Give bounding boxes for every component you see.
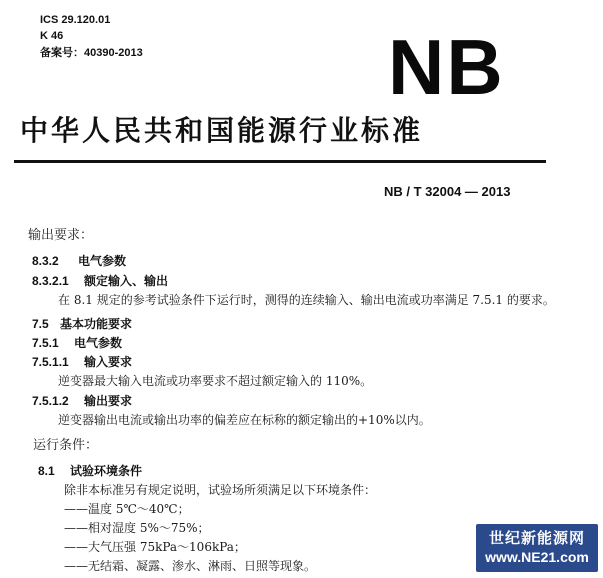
site-watermark[interactable] [476,524,598,572]
condition-pressure: ——大气压强 75kPa～106kPa； [64,540,246,554]
section-7-5-1-1 [32,353,132,370]
title-rule [14,160,546,163]
watermark-name: 世纪新能源网 [488,529,585,547]
section-7-5-1-2-text: 逆变器输出电流或输出功率的偏差应在标称的额定输出的+10%以内。 [58,413,431,427]
section-number: 7.5.1.1 [32,355,69,369]
condition-weather: ——无结霜、凝露、渗水、淋雨、日照等现象。 [64,559,317,573]
standard-number: NB / T 32004 — 2013 [384,184,511,199]
section-number: 8.1 [38,464,55,478]
output-requirements-note: 输出要求： [28,228,94,243]
section-title: 输出要求 [84,394,133,408]
section-number: 7.5.1.2 [32,394,69,408]
section-number: 7.5 [32,317,49,331]
operating-conditions-note: 运行条件： [33,438,99,453]
watermark-url: www.NE21.com [485,549,589,565]
section-7-5-1-1-text: 逆变器最大输入电流或功率要求不超过额定输入的 110%。 [58,374,373,388]
condition-humidity: ——相对湿度 5%～75%； [64,521,210,535]
section-number: 8.3.2.1 [32,274,69,288]
section-number: 8.3.2 [32,254,59,268]
page-title: 中华人民共和国能源行业标准 [20,114,424,147]
section-8-1-text: 除非本标准另有规定说明，试验场所须满足以下环境条件： [64,483,377,497]
section-number: 7.5.1 [32,336,59,350]
section-title: 基本功能要求 [60,317,133,331]
record-number: 备案号：40390-2013 [40,47,143,59]
section-title: 输入要求 [84,355,133,369]
section-7-5 [32,315,132,332]
section-title: 额定输入、输出 [84,274,169,288]
condition-temperature: ——温度 5℃～40℃； [64,502,190,516]
section-title: 电气参数 [74,336,123,350]
section-7-5-1-2 [32,392,132,409]
nb-logo: NB [388,23,505,111]
section-title: 电气参数 [78,254,127,268]
class-code: K 46 [40,30,64,42]
section-8-3-2 [32,252,126,269]
section-7-5-1 [32,334,122,351]
section-8-1 [38,462,142,479]
section-title: 试验环境条件 [70,464,143,478]
section-8-3-2-1 [32,272,168,289]
section-8-3-2-1-text: 在 8.1 规定的参考试验条件下运行时，测得的连续输入、输出电流或功率满足 7.5.1 的要求。 [58,293,555,307]
ics-code: ICS 29.120.01 [40,14,111,26]
